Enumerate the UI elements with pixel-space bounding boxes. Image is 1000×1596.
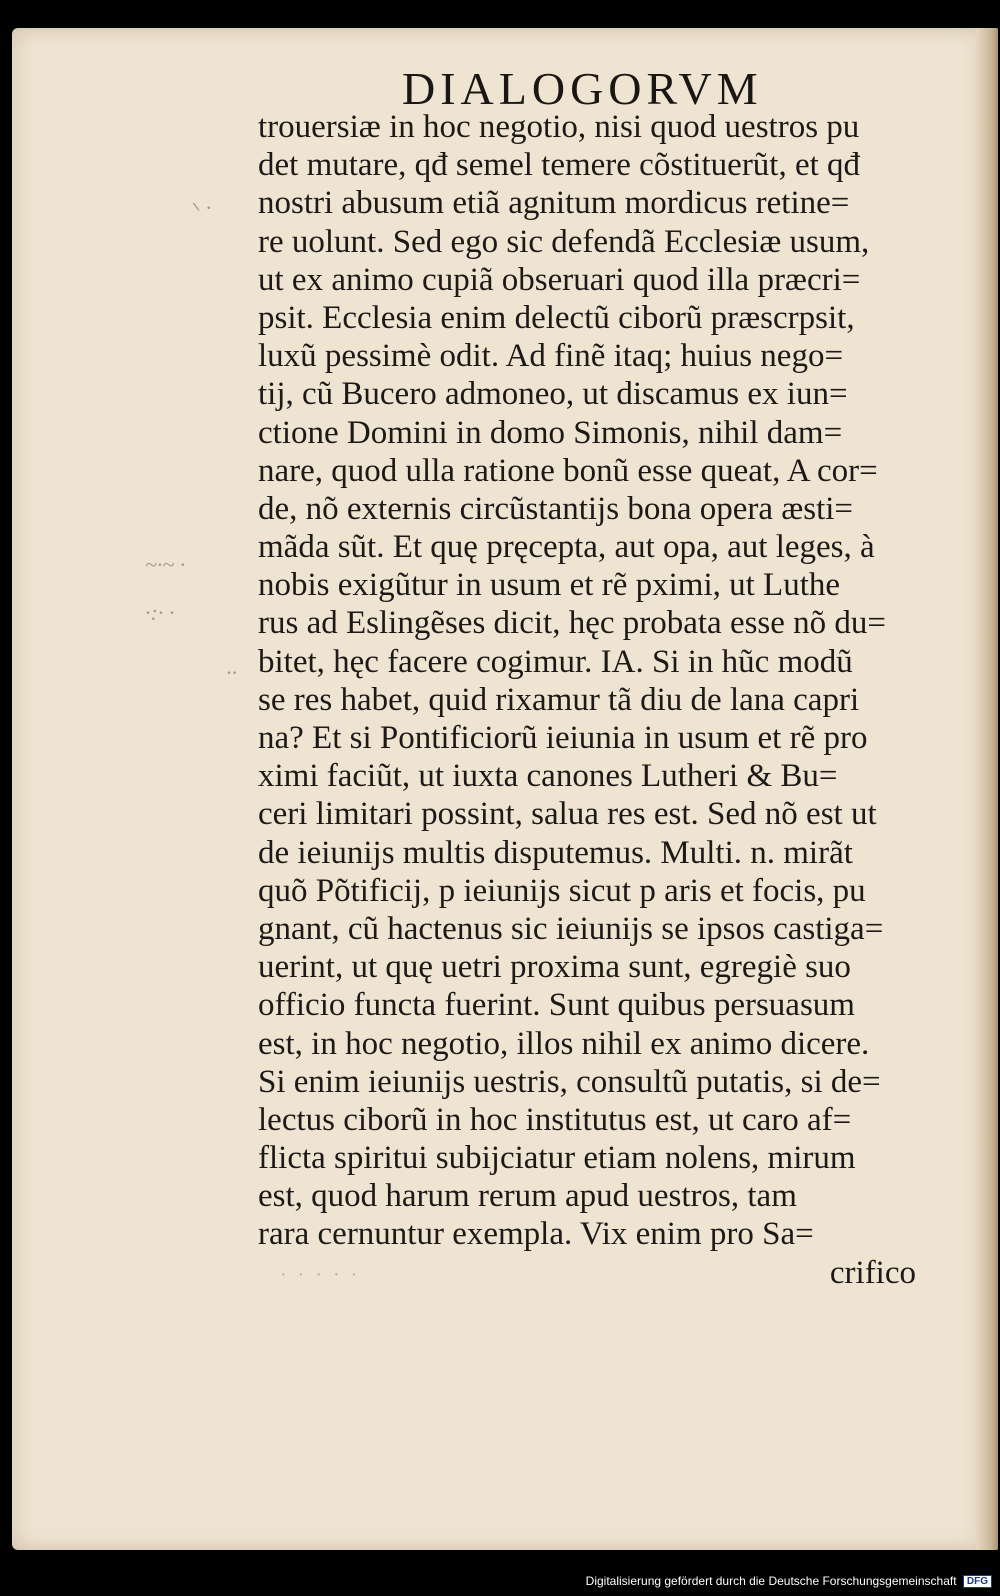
margin-mark: ~·~ ·: [145, 552, 186, 577]
bleed-through: · · · · ·: [280, 1264, 361, 1286]
text-line: rara cernuntur exempla. Vix enim pro Sa=: [258, 1216, 814, 1253]
catchword: crifico: [829, 1254, 916, 1291]
text-line: ctione Domini in domo Simonis, nihil dam=: [258, 414, 843, 451]
digitization-credit: [586, 1574, 992, 1588]
text-line: ut ex animo cupiã obseruari quod illa præcri=: [258, 261, 861, 298]
credit-text: Digitalisierung gefördert durch die Deutsche Forschungsgemeinschaft: [585, 1574, 957, 1588]
text-line: de, nõ externis circũstantijs bona opera æsti=: [258, 490, 854, 527]
text-line: ceri limitari possint, salua res est. Sed nõ est ut: [258, 796, 877, 833]
margin-mark: ··: [226, 660, 237, 685]
text-line: luxũ pessimè odit. Ad finẽ itaq; huius nego=: [258, 338, 844, 375]
text-line: re uolunt. Sed ego sic defendã Ecclesiæ usum,: [258, 223, 870, 260]
text-line: mãda sũt. Et quę pręcepta, aut opa, aut leges, à: [258, 529, 875, 566]
text-line: Si enim ieiunijs uestris, consultũ putatis, si de=: [258, 1063, 881, 1100]
margin-mark: ·:· ·: [145, 600, 175, 625]
text-line: na? Et si Pontificiorũ ieiunia in usum et rẽ pro: [258, 720, 868, 756]
text-line: est, quod harum rerum apud uestros, tam: [258, 1178, 797, 1215]
page-edge: [976, 28, 998, 1550]
text-line: uerint, ut quę uetri proxima sunt, egregiè suo: [258, 949, 851, 986]
text-line: nobis exigũtur in usum et rẽ pximi, ut Luthe: [258, 567, 841, 604]
text-line: quõ Põtificij, p ieiunijs sicut p aris et focis, pu: [258, 872, 866, 909]
text-line: nare, quod ulla ratione bonũ esse queat, A cor=: [258, 452, 878, 489]
text-line: gnant, cũ hactenus sic ieiunijs se ipsos castiga=: [258, 910, 884, 947]
margin-mark: ⸜ .: [190, 189, 213, 214]
text-line: ximi faciũt, ut iuxta canones Lutheri & Bu=: [258, 758, 838, 795]
body-text: [258, 108, 938, 1292]
dfg-logo: DFG: [963, 1575, 992, 1588]
text-line: flicta spiritui subijciatur etiam nolens, mirum: [258, 1140, 856, 1177]
text-line: officio functa fuerint. Sunt quibus persuasum: [258, 987, 855, 1024]
text-line: est, in hoc negotio, illos nihil ex animo dicere.: [258, 1025, 870, 1062]
text-line: tij, cũ Bucero admoneo, ut discamus ex iun=: [258, 376, 848, 413]
text-line: trouersiæ in hoc negotio, nisi quod uestros pu: [258, 109, 860, 145]
text-line: se res habet, quid rixamur tã diu de lana capri: [258, 681, 860, 718]
text-line: psit. Ecclesia enim delectũ ciborũ præscrpsit,: [258, 299, 855, 336]
page-heading: DIALOGORVM: [402, 63, 763, 114]
text-line: lectus ciborũ in hoc institutus est, ut caro af=: [258, 1101, 852, 1138]
text-line: rus ad Eslingẽses dicit, hęc probata esse nõ du=: [258, 605, 887, 642]
text-line: nostri abusum etiã agnitum mordicus retine=: [258, 185, 850, 222]
text-line: det mutare, qđ semel temere cõstituerũt, et qđ: [258, 147, 861, 184]
text-line: bitet, hęc facere cogimur. IA. Si in hũc modũ: [258, 643, 853, 680]
text-line: de ieiunijs multis disputemus. Multi. n. mirãt: [258, 834, 853, 871]
